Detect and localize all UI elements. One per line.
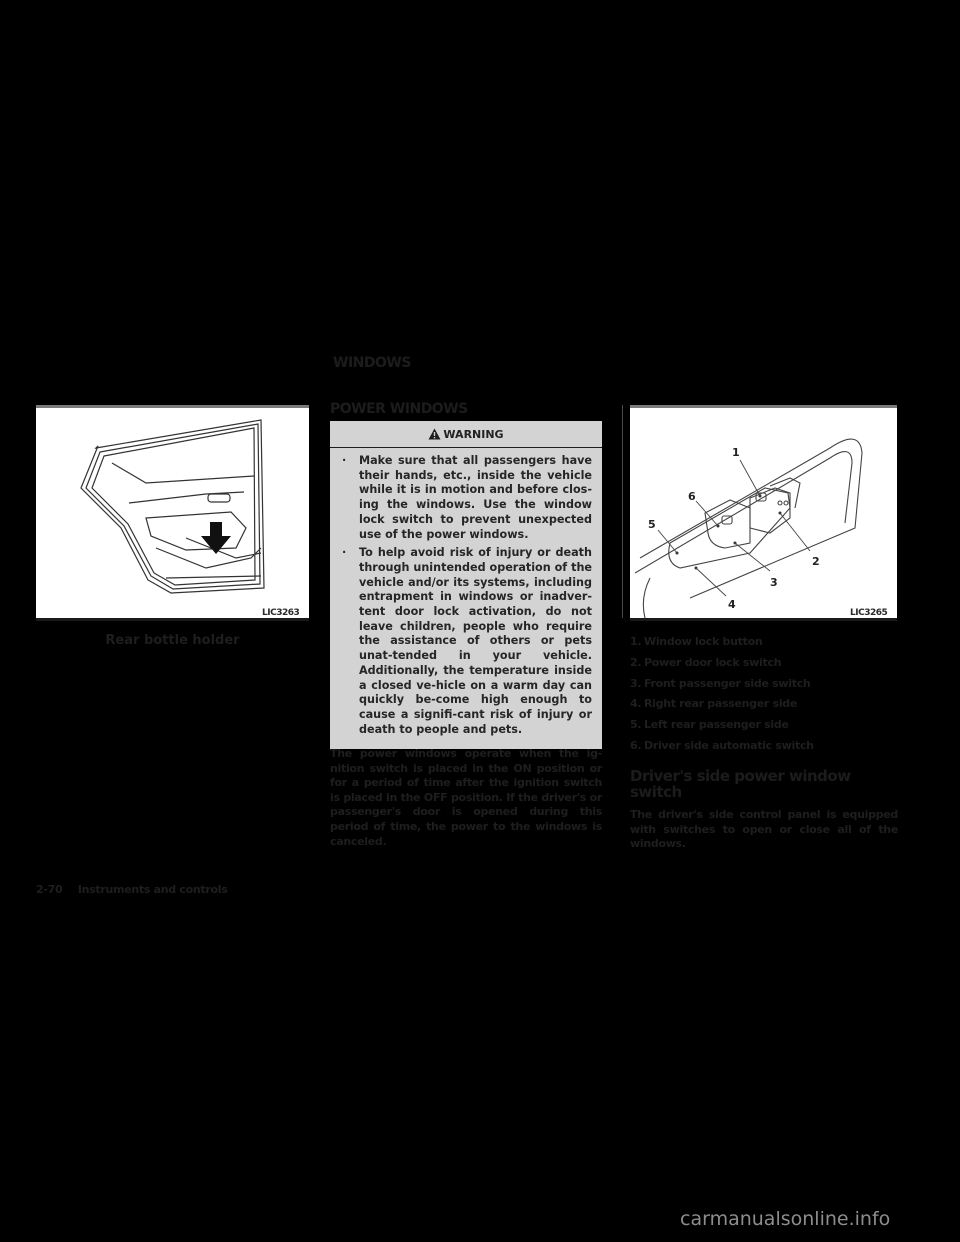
legend-item: 1. Window lock button (630, 635, 763, 648)
figure-caption: Rear bottle holder (105, 633, 240, 648)
figure-code: LIC3265 (850, 608, 888, 618)
page-footer (36, 883, 227, 896)
legend-item: 2. Power door lock switch (630, 655, 782, 669)
column-divider (622, 405, 623, 618)
legend-item: 3. Front passenger side switch (630, 676, 811, 690)
drivers-switch-heading: Driver's side power window switch (630, 767, 851, 801)
legend-item: 5. Left rear passenger side (630, 718, 789, 732)
figure-code: LIC3263 (262, 608, 300, 618)
figure-rule (36, 618, 309, 621)
svg-text:3: 3 (770, 576, 778, 589)
warning-item: · Make sure that all passengers have their hands, etc., inside the vehicle while it is in motion and before clos-ing the windows. Use the window lock switch to prevent unexpected use of the power windows. (340, 454, 592, 542)
figure-legend (630, 635, 900, 760)
warning-header (330, 421, 602, 448)
legend-item: 6. Driver side automatic switch (630, 738, 814, 752)
svg-text:1: 1 (732, 446, 740, 459)
svg-text:2: 2 (812, 555, 820, 568)
svg-text:4: 4 (728, 598, 736, 611)
svg-text:6: 6 (688, 490, 696, 503)
figure-rule (630, 618, 897, 621)
power-windows-body: The power windows operate when the ig-nition switch is placed in the ON position or for a period of time after the ignition switch is placed in the OFF position. If the driver's or passenger's door is opened during this period of time, the power to the windows is canceled. (330, 747, 602, 848)
drivers-switch-body: The driver's side control panel is equipped with switches to open or close all of the windows. (630, 808, 898, 851)
watermark: carmanualsonline.info (680, 1208, 891, 1230)
legend-item: 4. Right rear passenger side (630, 697, 798, 711)
svg-text:5: 5 (648, 518, 656, 531)
section-title: WINDOWS (333, 355, 411, 371)
warning-triangle-icon (428, 428, 441, 440)
page-number: 2-70 (36, 883, 63, 896)
warning-item: · To help avoid risk of injury or death through unintended operation of the vehicle and/or its systems, including entrapment in windows or inadver-tent door lock activation, do not leave children, people who require the assistance of others or pets unat-tended in your vehicle. Additionally, the temperature inside a closed ve-hicle on a warm day can quickly be-come high enough to cause a signifi-cant risk of injury or death to people and pets. (340, 546, 592, 737)
chapter-title: Instruments and controls (77, 883, 228, 896)
window-switch-figure (630, 405, 897, 618)
warning-box (330, 421, 602, 749)
warning-list (330, 448, 602, 749)
power-windows-heading: POWER WINDOWS (330, 401, 468, 417)
rear-bottle-holder-figure (36, 405, 309, 618)
switch-panel-illustration-icon (630, 408, 897, 618)
warning-label: WARNING (443, 427, 504, 441)
door-arrow-illustration-icon (36, 408, 309, 618)
